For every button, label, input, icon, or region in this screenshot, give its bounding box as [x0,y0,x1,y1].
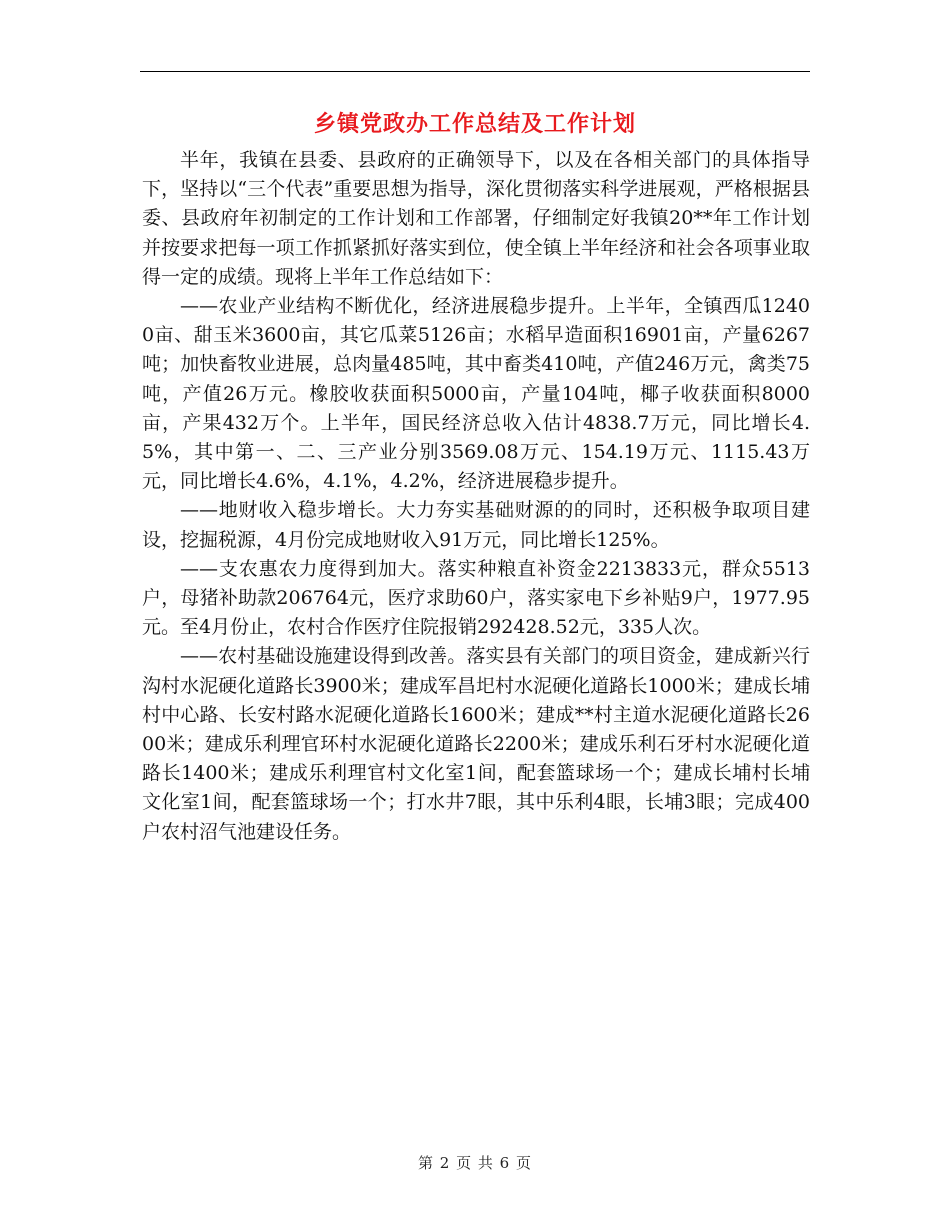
paragraph-infrastructure: ——农村基础设施建设得到改善。落实县有关部门的项目资金，建成新兴行沟村水泥硬化道路长3900米；建成军昌圯村水泥硬化道路长1000米；建成长埔村中心路、长安村路水泥硬化道路长1600米；建成**村主道水泥硬化道路长2600米；建成乐利理官环村水泥硬化道路长2200米；建成乐利石牙村水泥硬化道路长1400米；建成乐利理官村文化室1间，配套篮球场一个；建成长埔村长埔文化室1间，配套篮球场一个；打水井7眼，其中乐利4眼，长埔3眼；完成400户农村沼气池建设任务。 [142,645,810,843]
document-title: 乡镇党政办工作总结及工作计划 [313,111,636,137]
paragraph-finance: ——地财收入稳步增长。大力夯实基础财源的的同时，还积极争取项目建设，挖掘税源，4月份完成地财收入91万元，同比增长125%。 [142,499,810,551]
paragraph-intro: 半年，我镇在县委、县政府的正确领导下，以及在各相关部门的具体指导下，坚持以“三个代表”重要思想为指导，深化贯彻落实科学进展观，严格根据县委、县政府年初制定的工作计划和工作部署，仔细制定好我镇20**年工作计划并按要求把每一项工作抓紧抓好落实到位，使全镇上半年经济和社会各项事业取得一定的成绩。现将上半年工作总结如下： [142,149,810,288]
document-body [142,146,810,847]
page-number: 第 2 页 共 6 页 [418,1154,532,1172]
paragraph-subsidies: ——支农惠农力度得到加大。落实种粮直补资金2213833元，群众5513户，母猪补助款206764元，医疗求助60户，落实家电下乡补贴9户，1977.95元。至4月份止，农村合作医疗住院报销292428.52元，335人次。 [142,557,810,639]
header-rule [140,71,810,72]
paragraph-agriculture: ——农业产业结构不断优化，经济进展稳步提升。上半年，全镇西瓜12400亩、甜玉米3600亩，其它瓜菜5126亩；水稻早造面积16901亩，产量6267吨；加快畜牧业进展，总肉量485吨，其中畜类410吨，产值246万元，禽类75吨，产值26万元。橡胶收获面积5000亩，产量104吨，椰子收获面积8000亩，产果432万个。上半年，国民经济总收入估计4838.7万元，同比增长4.5%，其中第一、二、三产业分别3569.08万元、154.19万元、1115.43万元，同比增长4.6%，4.1%，4.2%，经济进展稳步提升。 [142,295,810,493]
